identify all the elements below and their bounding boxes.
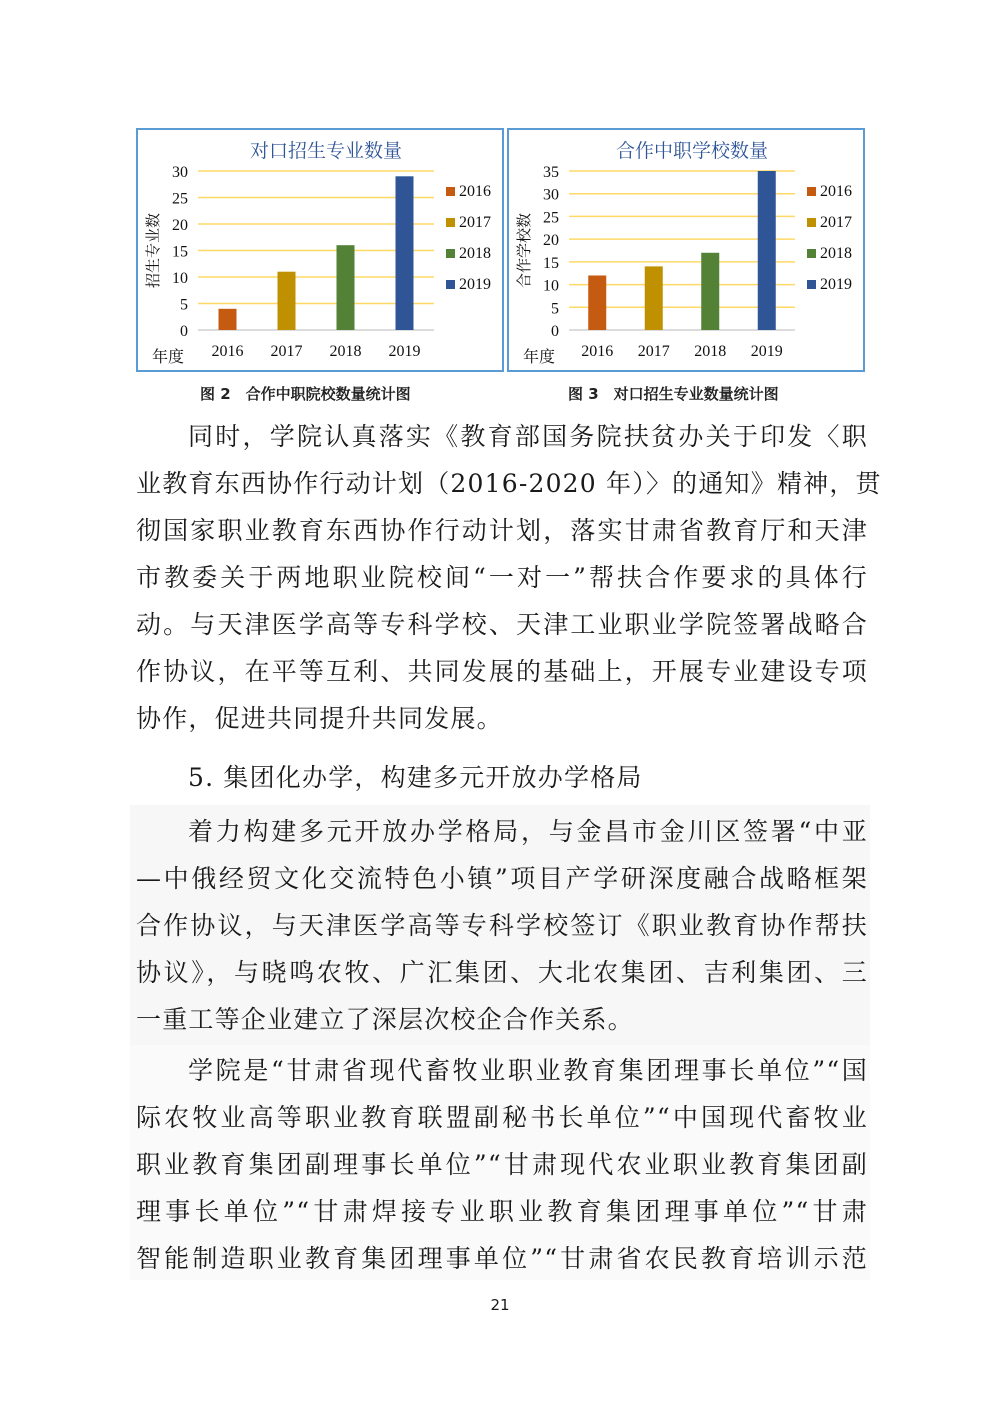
text-line: 智能制造职业教育集团理事单位”“甘肃省农民教育培训示范	[136, 1244, 868, 1273]
paragraph-open-schooling	[136, 808, 868, 1043]
text-line: 学院是“甘肃省现代畜牧业职业教育集团理事长单位”“国	[188, 1056, 868, 1085]
x-tick-label: 2018	[329, 343, 362, 360]
y-tick-label: 30	[543, 186, 559, 204]
y-tick-label: 30	[172, 164, 188, 181]
x-axis-label: 年度	[523, 347, 556, 366]
x-tick-label: 2016	[581, 343, 614, 360]
text-line: 合作协议，与天津医学高等专科学校签订《职业教育协作帮扶	[136, 911, 868, 940]
figure-3-caption: 图 3 对口招生专业数量统计图	[568, 385, 779, 403]
y-tick-label: 20	[543, 232, 559, 250]
bar-2017	[645, 266, 663, 330]
legend-swatch-2016	[446, 187, 455, 196]
legend-swatch-2018	[807, 249, 816, 258]
page-number: 21	[490, 1296, 510, 1314]
y-tick-label: 35	[543, 164, 559, 181]
chart-partner-schools-svg	[509, 130, 863, 370]
y-tick-label: 5	[180, 296, 188, 314]
legend-label: 2019	[459, 276, 491, 293]
x-tick-label: 2019	[388, 343, 421, 360]
section-heading: 5. 集团化办学，构建多元开放办学格局	[188, 763, 643, 792]
y-tick-label: 5	[551, 300, 559, 318]
x-tick-label: 2017	[637, 343, 670, 360]
text-line: 协作，促进共同提升共同发展。	[136, 704, 503, 733]
legend-swatch-2017	[446, 218, 455, 227]
text-line: 作协议，在平等互利、共同发展的基础上，开展专业建设专项	[136, 657, 868, 686]
legend-label: 2016	[820, 183, 852, 200]
text-line: —中俄经贸文化交流特色小镇”项目产学研深度融合战略框架	[136, 864, 868, 893]
chart-title: 对口招生专业数量	[249, 140, 403, 162]
legend-label: 2018	[459, 245, 491, 262]
y-tick-label: 10	[543, 277, 559, 295]
figure-2-caption: 图 2 合作中职院校数量统计图	[200, 385, 411, 403]
x-axis-label: 年度	[152, 347, 185, 366]
y-tick-label: 20	[172, 217, 188, 234]
legend-label: 2019	[820, 276, 852, 293]
bar-2016	[219, 309, 237, 330]
text-line: 职业教育集团副理事长单位”“甘肃现代农业职业教育集团副	[136, 1150, 868, 1179]
text-line: 理事长单位”“甘肃焊接专业职业教育集团理事单位”“甘肃	[136, 1197, 868, 1226]
text-line: 一重工等企业建立了深层次校企合作关系。	[136, 1005, 634, 1034]
y-tick-label: 10	[172, 270, 188, 287]
legend-swatch-2019	[807, 280, 816, 289]
y-tick-label: 0	[551, 323, 559, 340]
paragraph-group-memberships	[136, 1047, 868, 1282]
chart-partner-schools	[507, 128, 865, 372]
bar-2018	[701, 253, 719, 330]
text-line: 动。与天津医学高等专科学校、天津工业职业学院签署战略合	[136, 610, 868, 639]
legend-label: 2017	[820, 214, 852, 231]
chart-enrollment-majors	[136, 128, 504, 372]
text-line: 着力构建多元开放办学格局，与金昌市金川区签署“中亚	[188, 817, 868, 846]
y-axis-label: 合作学校数	[515, 212, 533, 289]
x-tick-label: 2018	[694, 343, 727, 360]
bar-2017	[278, 272, 296, 330]
x-tick-label: 2017	[270, 343, 303, 360]
bar-2016	[588, 275, 606, 330]
y-tick-label: 15	[543, 254, 559, 272]
bar-2018	[337, 245, 355, 330]
text-line: 市教委关于两地职业院校间“一对一”帮扶合作要求的具体行	[136, 563, 868, 592]
x-tick-label: 2016	[211, 343, 244, 360]
text-line: 协议》，与晓鸣农牧、广汇集团、大北农集团、吉利集团、三	[136, 958, 868, 987]
legend-swatch-2016	[807, 187, 816, 196]
legend-label: 2018	[820, 245, 852, 262]
y-tick-label: 25	[543, 209, 559, 227]
y-tick-label: 15	[172, 243, 188, 261]
text-line: 业教育东西协作行动计划（2016-2020 年）〉的通知》精神，贯	[136, 469, 882, 498]
legend-swatch-2017	[807, 218, 816, 227]
y-axis-label: 招生专业数	[144, 212, 162, 289]
chart-title: 合作中职学校数量	[615, 140, 769, 162]
y-tick-label: 0	[180, 323, 188, 340]
legend-swatch-2019	[446, 280, 455, 289]
y-tick-label: 25	[172, 190, 188, 208]
legend-label: 2016	[459, 183, 491, 200]
x-tick-label: 2019	[750, 343, 783, 360]
chart-enrollment-majors-svg	[138, 130, 502, 370]
text-line: 同时，学院认真落实《教育部国务院扶贫办关于印发〈职	[188, 422, 868, 451]
text-line: 际农牧业高等职业教育联盟副秘书长单位”“中国现代畜牧业	[136, 1103, 868, 1132]
legend-label: 2017	[459, 214, 491, 231]
bar-2019	[396, 176, 414, 330]
legend-swatch-2018	[446, 249, 455, 258]
paragraph-east-west-cooperation	[136, 413, 882, 742]
text-line: 彻国家职业教育东西协作行动计划，落实甘肃省教育厅和天津	[136, 516, 868, 545]
bar-2019	[758, 171, 776, 330]
